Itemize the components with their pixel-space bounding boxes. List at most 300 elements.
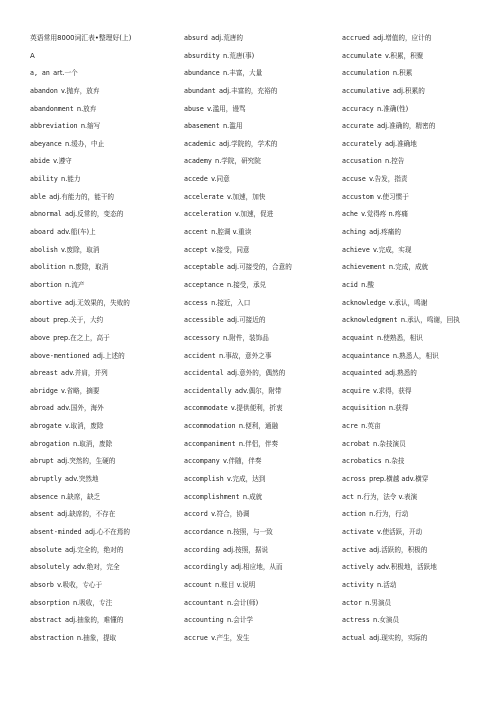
vocab-entry bbox=[30, 471, 170, 489]
vocab-entry bbox=[30, 259, 170, 277]
entry-definition: n.行为，法令 v.表演 bbox=[357, 492, 418, 501]
vocab-entry bbox=[30, 330, 170, 348]
vocab-entry bbox=[184, 559, 324, 577]
entry-definition: n.接受，承兑 bbox=[226, 280, 267, 289]
entry-word: abandonment bbox=[30, 104, 74, 113]
entry-word: acknowledge bbox=[342, 298, 386, 307]
entry-word: accrue bbox=[184, 633, 208, 642]
entry-word: abrogate bbox=[30, 422, 62, 431]
entry-definition: n.行为，行动 bbox=[369, 510, 409, 519]
vocab-entry bbox=[184, 330, 324, 348]
entry-word: actively bbox=[342, 563, 374, 572]
entry-word: accurately bbox=[342, 139, 382, 148]
vocab-entry bbox=[30, 171, 170, 189]
entry-definition: n.酸 bbox=[361, 280, 374, 289]
entry-definition: n.吸收，专注 bbox=[72, 598, 113, 607]
column-2 bbox=[184, 30, 324, 647]
entry-list bbox=[30, 65, 170, 647]
vocab-entry bbox=[184, 30, 324, 48]
vocab-entry bbox=[342, 348, 492, 366]
entry-definition: v.取消，废除 bbox=[65, 422, 104, 431]
entry-word: accumulation bbox=[342, 69, 390, 78]
vocab-entry bbox=[184, 206, 324, 224]
entry-definition: n.活动 bbox=[377, 580, 397, 589]
vocab-entry bbox=[184, 48, 324, 66]
entry-definition: v.加速，加快 bbox=[226, 192, 266, 201]
entry-definition: v.完成，达到 bbox=[226, 475, 266, 484]
vocab-entry bbox=[30, 295, 170, 313]
vocab-entry bbox=[184, 189, 324, 207]
vocab-entry bbox=[30, 348, 170, 366]
vocab-entry bbox=[184, 630, 324, 648]
entry-word: academic bbox=[184, 139, 216, 148]
entry-word: account bbox=[184, 580, 212, 589]
entry-definition: adj.荒唐的 bbox=[211, 34, 243, 42]
entry-definition: adj.无效果的，失败的 bbox=[65, 298, 130, 307]
entry-definition: adj.现实的，实际的 bbox=[369, 633, 428, 642]
entry-word: abasement bbox=[184, 122, 220, 131]
entry-word: accountant bbox=[184, 598, 224, 607]
entry-definition: n.成就 bbox=[242, 492, 263, 501]
document-title: 英语常用8000词汇表•整理好(上) bbox=[30, 34, 132, 42]
vocab-entry bbox=[342, 612, 492, 630]
entry-word: accompaniment bbox=[184, 439, 236, 448]
entry-word: accept bbox=[184, 245, 208, 254]
entry-definition: n.控告 bbox=[384, 157, 405, 166]
entry-definition: v.滥用，谩骂 bbox=[207, 104, 246, 113]
entry-definition: n.完成，成就 bbox=[388, 263, 429, 272]
entry-word: accumulate bbox=[342, 51, 382, 60]
entry-definition: v.使活跃，开动 bbox=[377, 527, 423, 536]
entry-word: about bbox=[30, 316, 50, 325]
vocab-entry bbox=[342, 224, 492, 242]
entry-definition: n.积累 bbox=[392, 69, 413, 78]
entry-definition: n.流产 bbox=[65, 280, 85, 289]
entry-word: acceptance bbox=[184, 280, 224, 289]
entry-word: abstraction bbox=[30, 633, 74, 642]
entry-definition: n.杂技演员 bbox=[373, 439, 406, 448]
entry-word: abandon bbox=[30, 86, 58, 95]
entry-word: ache bbox=[342, 210, 358, 219]
entry-definition: n.英亩 bbox=[361, 422, 381, 431]
entry-definition: adv.积极地，活跃地 bbox=[377, 563, 437, 572]
entry-word: abuse bbox=[184, 104, 204, 113]
entry-definition: adj.活跃的，积极的 bbox=[369, 545, 428, 554]
vocab-entry bbox=[30, 630, 170, 648]
entry-definition: v.吸收，专心于 bbox=[57, 580, 103, 589]
entry-definition: adj.完全的，绝对的 bbox=[65, 545, 124, 554]
entry-word: accumulative bbox=[342, 86, 390, 95]
vocab-entry bbox=[30, 83, 170, 101]
entry-word: accustom bbox=[342, 192, 374, 201]
entry-word: achievement bbox=[342, 263, 386, 272]
vocab-entry bbox=[184, 259, 324, 277]
entry-definition: adj.增值的，应计的 bbox=[373, 34, 432, 42]
entry-definition: n.获得 bbox=[388, 404, 409, 413]
entry-definition: n.准确(性) bbox=[377, 104, 409, 113]
entry-word: abreast bbox=[30, 369, 58, 378]
entry-definition: n.杂技 bbox=[384, 457, 405, 466]
vocab-entry bbox=[342, 489, 492, 507]
vocab-entry bbox=[30, 453, 170, 471]
entry-definition: adj.相应地，从而 bbox=[230, 563, 283, 572]
vocab-entry bbox=[342, 400, 492, 418]
entry-word: accusation bbox=[342, 157, 382, 166]
entry-word: activate bbox=[342, 527, 374, 536]
vocab-entry bbox=[184, 65, 324, 83]
vocab-entry bbox=[184, 383, 324, 401]
entry-definition: n.缺席，缺乏 bbox=[61, 492, 101, 501]
vocab-entry bbox=[184, 542, 324, 560]
vocab-entry bbox=[184, 224, 324, 242]
vocab-entry bbox=[30, 542, 170, 560]
column-1 bbox=[30, 30, 170, 647]
entry-word: acquire bbox=[342, 386, 370, 395]
vocab-entry bbox=[30, 418, 170, 436]
entry-definition: v.符合，协调 bbox=[211, 510, 250, 519]
entry-definition: v.告发，指责 bbox=[369, 175, 408, 184]
entry-definition: n.接近，入口 bbox=[211, 298, 251, 307]
entry-definition: prep.关于，大约 bbox=[53, 316, 104, 325]
vocab-entry bbox=[342, 542, 492, 560]
entry-list bbox=[184, 30, 324, 647]
entry-word: accidental bbox=[184, 369, 224, 378]
vocab-entry bbox=[30, 595, 170, 613]
entry-word: achieve bbox=[342, 245, 370, 254]
entry-word: accelerate bbox=[184, 192, 224, 201]
entry-word: accuse bbox=[342, 175, 366, 184]
entry-definition: n.废除，取消 bbox=[68, 263, 109, 272]
entry-definition: n.使熟悉，相识 bbox=[377, 333, 423, 342]
entry-definition: n.荒唐(事) bbox=[222, 51, 255, 60]
entry-definition: n.伴侣，伴奏 bbox=[238, 439, 279, 448]
entry-definition: n.取消，废除 bbox=[72, 439, 113, 448]
vocab-entry bbox=[30, 136, 170, 154]
entry-definition: v.完成，实现 bbox=[373, 245, 412, 254]
entry-word: act bbox=[342, 492, 354, 501]
entry-word: abrogation bbox=[30, 439, 70, 448]
column-3 bbox=[342, 30, 492, 647]
entry-word: above bbox=[30, 333, 50, 342]
vocab-entry bbox=[30, 189, 170, 207]
vocab-entry bbox=[342, 30, 492, 48]
entry-definition: v.觉得疼 n.疼痛 bbox=[361, 210, 408, 219]
vocab-entry bbox=[30, 312, 170, 330]
entry-word: able bbox=[30, 192, 46, 201]
entry-definition: n.腔调 v.重读 bbox=[211, 228, 252, 237]
entry-word: accomplishment bbox=[184, 492, 240, 501]
entry-definition: n.放弃 bbox=[76, 104, 97, 113]
vocab-entry bbox=[184, 471, 324, 489]
vocab-entry bbox=[342, 136, 492, 154]
entry-word: accordingly bbox=[184, 563, 228, 572]
entry-definition: adj.有能力的，能干的 bbox=[49, 192, 115, 201]
vocab-entry bbox=[184, 312, 324, 330]
entry-word: abbreviation bbox=[30, 122, 78, 131]
entry-word: absent-minded bbox=[30, 527, 82, 536]
entry-definition: adj.准确地 bbox=[384, 139, 417, 148]
entry-definition: v.省略，摘要 bbox=[61, 386, 100, 395]
entry-definition: n.滥用 bbox=[222, 122, 243, 131]
vocab-entry bbox=[184, 506, 324, 524]
vocab-entry bbox=[342, 65, 492, 83]
entry-word: absolute bbox=[30, 545, 62, 554]
entry-word: accuracy bbox=[342, 104, 374, 113]
entry-word: acrobatics bbox=[342, 457, 382, 466]
vocab-entry bbox=[184, 524, 324, 542]
entry-definition: adj.可接受的，合意的 bbox=[226, 263, 292, 272]
entry-definition: n.丰富，大量 bbox=[222, 69, 263, 78]
entry-definition: adj.抽象的，难懂的 bbox=[65, 616, 124, 625]
vocab-entry bbox=[184, 277, 324, 295]
vocab-entry bbox=[30, 224, 170, 242]
entry-definition: v.提供便利，折衷 bbox=[230, 404, 283, 413]
vocab-entry bbox=[184, 365, 324, 383]
entry-definition: adj.上述的 bbox=[92, 351, 125, 360]
vocab-entry bbox=[342, 471, 492, 489]
vocab-entry bbox=[184, 400, 324, 418]
entry-word: actor bbox=[342, 598, 362, 607]
vocab-entry bbox=[184, 136, 324, 154]
vocab-entry bbox=[184, 348, 324, 366]
entry-definition: v.使习惯于 bbox=[377, 192, 409, 201]
entry-word: active bbox=[342, 545, 366, 554]
entry-definition: adj.熟悉的 bbox=[384, 369, 417, 378]
entry-definition: n.承认，鸣谢，回执 bbox=[400, 316, 460, 325]
entry-definition: n.女演员 bbox=[373, 616, 400, 625]
vocab-entry bbox=[342, 524, 492, 542]
entry-definition: adj.准确的，精密的 bbox=[377, 122, 436, 131]
entry-word: acknowledgment bbox=[342, 316, 398, 325]
entry-word: accounting bbox=[184, 616, 224, 625]
entry-definition: adj.按照，据说 bbox=[222, 545, 269, 554]
vocab-entry bbox=[342, 506, 492, 524]
entry-word: abolish bbox=[30, 245, 58, 254]
entry-definition: v.抛弃，放弃 bbox=[61, 86, 100, 95]
entry-definition: adj.丰富的，充裕的 bbox=[219, 86, 278, 95]
entry-word: actual bbox=[342, 633, 366, 642]
entry-definition: adj.反常的，变态的 bbox=[65, 210, 124, 219]
section-letter: A bbox=[30, 51, 35, 60]
vocab-entry bbox=[342, 277, 492, 295]
entry-definition: n.会计(师) bbox=[226, 598, 259, 607]
entry-word: absorption bbox=[30, 598, 70, 607]
vocab-entry bbox=[30, 489, 170, 507]
entry-word: abide bbox=[30, 157, 50, 166]
vocab-entry bbox=[342, 365, 492, 383]
entry-definition: v.求得，获得 bbox=[373, 386, 412, 395]
vocab-entry bbox=[342, 630, 492, 648]
entry-word: abortive bbox=[30, 298, 62, 307]
entry-word: accessible bbox=[184, 316, 224, 325]
entry-definition: adv.国外，海外 bbox=[57, 404, 104, 413]
entry-word: abridge bbox=[30, 386, 58, 395]
vocab-entry bbox=[342, 577, 492, 595]
entry-word: acquaint bbox=[342, 333, 374, 342]
vocab-entry bbox=[184, 595, 324, 613]
entry-word: acid bbox=[342, 280, 358, 289]
vocab-entry bbox=[30, 365, 170, 383]
entry-definition: n.学院，研究院 bbox=[215, 157, 261, 166]
vocab-entry bbox=[184, 242, 324, 260]
vocab-entry bbox=[342, 171, 492, 189]
entry-definition: n.缩写 bbox=[80, 122, 101, 131]
vocab-entry bbox=[184, 577, 324, 595]
vocab-entry bbox=[30, 153, 170, 171]
vocab-entry bbox=[342, 418, 492, 436]
entry-definition: n.按照，与一致 bbox=[226, 527, 273, 536]
vocab-entry bbox=[30, 612, 170, 630]
vocab-entry bbox=[184, 101, 324, 119]
entry-definition: art.一个 bbox=[53, 69, 78, 78]
entry-definition: v.承认，鸣谢 bbox=[388, 298, 428, 307]
entry-word: accessory bbox=[184, 333, 220, 342]
entry-word: abundant bbox=[184, 86, 216, 95]
entry-word: abrupt bbox=[30, 457, 54, 466]
entry-definition: n.会计学 bbox=[226, 616, 253, 625]
vocab-entry bbox=[30, 400, 170, 418]
entry-word: acrobat bbox=[342, 439, 370, 448]
entry-word: accompany bbox=[184, 457, 220, 466]
entry-word: accord bbox=[184, 510, 208, 519]
vocab-entry bbox=[342, 295, 492, 313]
vocab-entry bbox=[30, 577, 170, 595]
entry-word: absence bbox=[30, 492, 58, 501]
entry-word: abolition bbox=[30, 263, 66, 272]
entry-word: accommodation bbox=[184, 422, 236, 431]
entry-word: absent bbox=[30, 510, 54, 519]
entry-word: accurate bbox=[342, 122, 374, 131]
entry-word: actress bbox=[342, 616, 370, 625]
vocab-entry bbox=[30, 506, 170, 524]
entry-definition: adj.积累的 bbox=[392, 86, 425, 95]
entry-list bbox=[342, 30, 492, 647]
entry-word: absorb bbox=[30, 580, 54, 589]
entry-definition: v.接受，同意 bbox=[211, 245, 250, 254]
entry-definition: v.同意 bbox=[211, 175, 230, 184]
entry-definition: adj.可接近的 bbox=[226, 316, 266, 325]
vocab-entry bbox=[30, 242, 170, 260]
entry-word: acceptable bbox=[184, 263, 224, 272]
vocab-entry bbox=[342, 312, 492, 330]
vocab-entry bbox=[30, 383, 170, 401]
entry-definition: prep.在之上，高于 bbox=[53, 333, 110, 342]
vocab-entry bbox=[184, 153, 324, 171]
entry-word: acre bbox=[342, 422, 358, 431]
vocab-entry bbox=[30, 524, 170, 542]
entry-definition: n.事故，意外之事 bbox=[219, 351, 272, 360]
vocab-entry bbox=[184, 295, 324, 313]
vocab-entry bbox=[342, 118, 492, 136]
vocab-entry bbox=[342, 83, 492, 101]
entry-word: accede bbox=[184, 175, 208, 184]
vocab-entry bbox=[30, 118, 170, 136]
entry-word: a, an bbox=[30, 69, 50, 78]
vocab-entry bbox=[184, 418, 324, 436]
entry-definition: adv.绝对，完全 bbox=[72, 563, 120, 572]
vocab-entry bbox=[342, 453, 492, 471]
entry-word: absurdity bbox=[184, 51, 220, 60]
entry-definition: adj.心不在焉的 bbox=[84, 527, 130, 536]
entry-word: academy bbox=[184, 157, 212, 166]
vocab-entry bbox=[184, 453, 324, 471]
entry-word: acquaintance bbox=[342, 351, 390, 360]
entry-word: abstract bbox=[30, 616, 62, 625]
entry-word: above-mentioned bbox=[30, 351, 90, 360]
entry-definition: n.附件，装饰品 bbox=[222, 333, 269, 342]
vocab-entry bbox=[30, 206, 170, 224]
entry-definition: n.账目 v.说明 bbox=[215, 580, 256, 589]
entry-definition: v.遵守 bbox=[53, 157, 72, 166]
entry-definition: v.伴随，伴奏 bbox=[222, 457, 262, 466]
entry-word: abeyance bbox=[30, 139, 62, 148]
vocab-entry bbox=[342, 330, 492, 348]
entry-definition: n.能力 bbox=[61, 175, 81, 184]
entry-definition: adv.偶尔，附带 bbox=[234, 386, 282, 395]
vocab-entry bbox=[342, 101, 492, 119]
entry-word: accident bbox=[184, 351, 216, 360]
entry-word: aching bbox=[342, 228, 366, 237]
vocab-entry bbox=[184, 118, 324, 136]
vocab-entry bbox=[30, 436, 170, 454]
entry-definition: n.熟悉人，相识 bbox=[392, 351, 439, 360]
entry-word: ability bbox=[30, 175, 58, 184]
entry-word: action bbox=[342, 510, 366, 519]
entry-definition: v.加速，促进 bbox=[234, 210, 274, 219]
entry-definition: adj.学院的，学术的 bbox=[219, 139, 278, 148]
vocab-entry bbox=[184, 436, 324, 454]
entry-word: abnormal bbox=[30, 210, 62, 219]
vocab-entry bbox=[184, 83, 324, 101]
entry-word: accommodate bbox=[184, 404, 228, 413]
vocab-entry bbox=[342, 48, 492, 66]
entry-definition: n.抽象，提取 bbox=[76, 633, 117, 642]
vocab-entry bbox=[342, 242, 492, 260]
vocab-entry bbox=[30, 101, 170, 119]
vocab-entry bbox=[30, 559, 170, 577]
entry-word: accrued bbox=[342, 34, 370, 42]
vocab-entry bbox=[184, 171, 324, 189]
vocab-entry bbox=[342, 436, 492, 454]
entry-word: accent bbox=[184, 228, 208, 237]
entry-word: abruptly bbox=[30, 475, 62, 484]
entry-definition: adv.船(车)上 bbox=[57, 228, 96, 237]
entry-definition: n.男演员 bbox=[365, 598, 392, 607]
entry-definition: adv.并肩，并列 bbox=[61, 369, 108, 378]
entry-word: aboard bbox=[30, 228, 54, 237]
entry-definition: n.便利，通融 bbox=[238, 422, 279, 431]
entry-word: activity bbox=[342, 580, 374, 589]
entry-word: acquainted bbox=[342, 369, 382, 378]
vocab-entry bbox=[342, 189, 492, 207]
entry-word: absurd bbox=[184, 34, 208, 42]
entry-definition: v.积累，积聚 bbox=[384, 51, 424, 60]
entry-word: absolutely bbox=[30, 563, 70, 572]
entry-definition: prep.横越 adv.横穿 bbox=[369, 475, 429, 484]
vocab-entry bbox=[342, 153, 492, 171]
vocab-entry bbox=[342, 559, 492, 577]
entry-definition: adj.意外的，偶然的 bbox=[226, 369, 286, 378]
entry-word: abundance bbox=[184, 69, 220, 78]
entry-word: accordance bbox=[184, 527, 224, 536]
vocab-entry bbox=[30, 65, 170, 83]
entry-word: abortion bbox=[30, 280, 62, 289]
entry-definition: adv.突然地 bbox=[65, 475, 99, 484]
entry-definition: n.缓办，中止 bbox=[65, 139, 105, 148]
entry-word: abroad bbox=[30, 404, 54, 413]
entry-word: accomplish bbox=[184, 475, 224, 484]
entry-word: acquisition bbox=[342, 404, 386, 413]
